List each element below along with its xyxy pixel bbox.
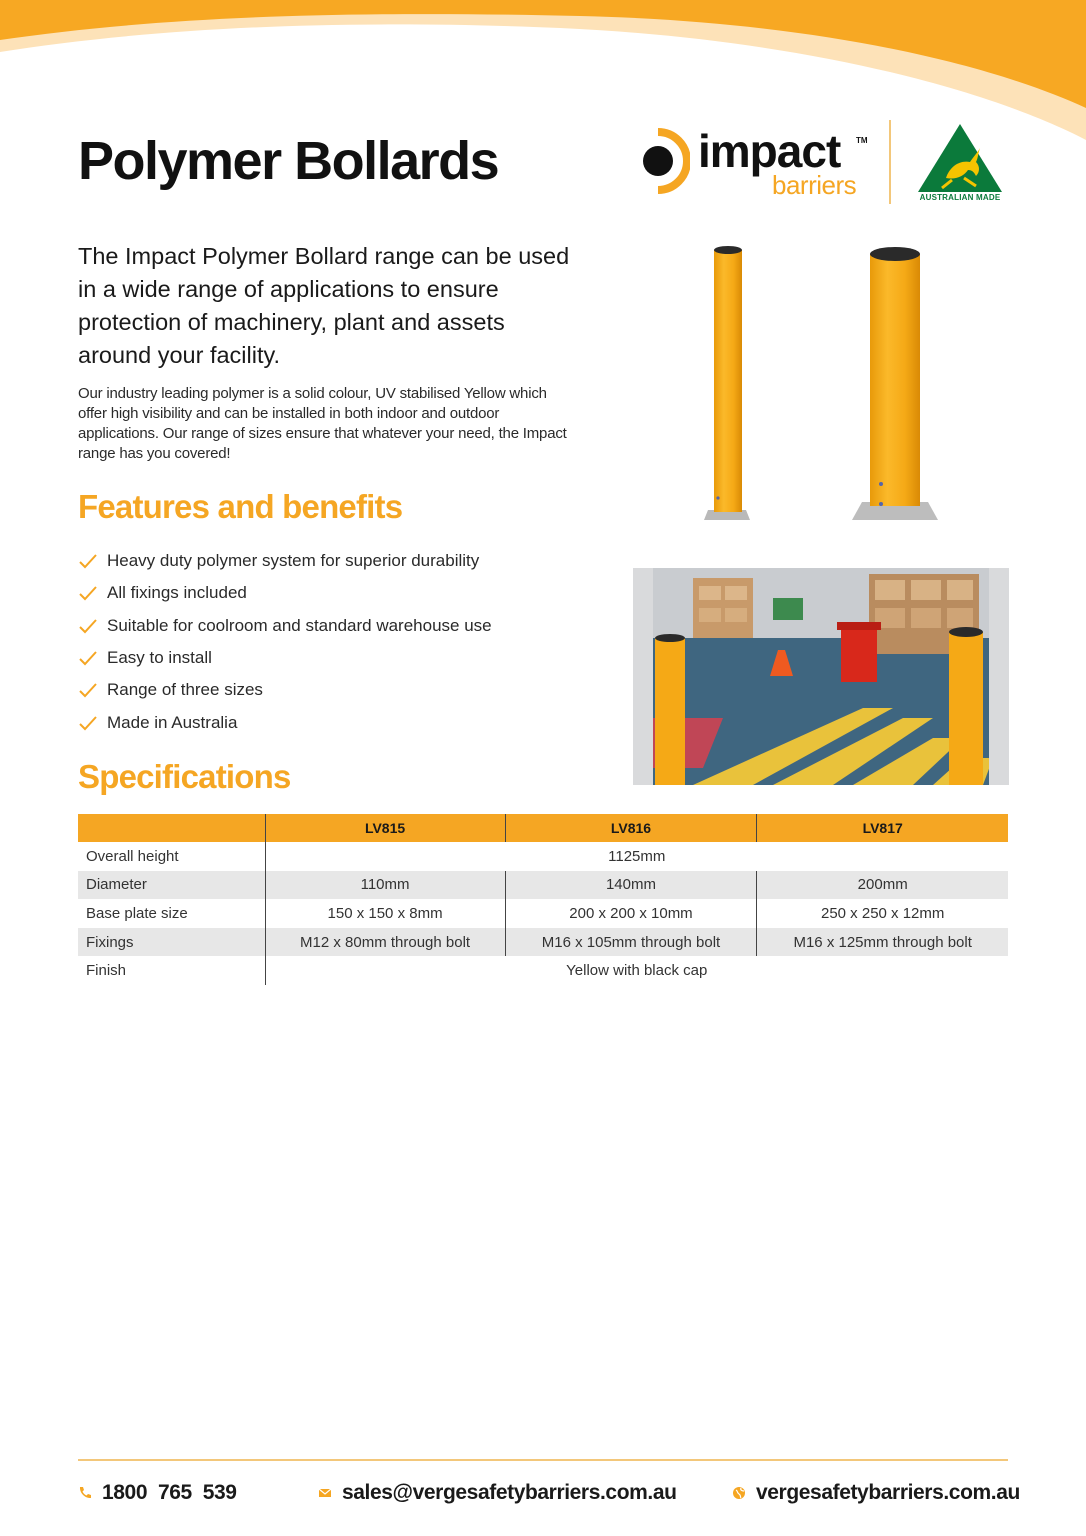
- footer-phone[interactable]: [78, 1478, 237, 1508]
- table-cell: 1125mm: [265, 842, 1008, 871]
- column-header-lv816: LV816: [505, 814, 757, 842]
- feature-label: Suitable for coolroom and standard warehouse use: [107, 615, 492, 635]
- check-icon: [78, 715, 98, 731]
- row-label: Diameter: [78, 871, 265, 900]
- check-icon: [78, 682, 98, 698]
- list-item: [78, 674, 578, 706]
- list-item: [78, 545, 578, 577]
- list-item: [78, 642, 578, 674]
- row-label: Finish: [86, 962, 127, 980]
- feature-label: Easy to install: [107, 648, 212, 668]
- feature-label: Made in Australia: [107, 712, 238, 732]
- australian-made-label: AUSTRALIAN MADE: [919, 193, 1001, 202]
- table-cell: M12 x 80mm through bolt: [265, 928, 505, 957]
- specifications-table: [78, 814, 1008, 985]
- table-header-row: [78, 814, 1008, 842]
- globe-icon: [732, 1486, 746, 1500]
- page-title: Polymer Bollards: [78, 131, 499, 191]
- table-cell: M16 x 125mm through bolt: [757, 928, 1008, 957]
- table-header-blank: [78, 814, 265, 842]
- table-cell: M16 x 105mm through bolt: [505, 928, 757, 957]
- table-row: [78, 871, 1008, 900]
- row-label: Base plate size: [86, 904, 188, 922]
- list-item: [78, 577, 578, 609]
- footer-email[interactable]: [318, 1478, 677, 1508]
- list-item: [78, 610, 578, 642]
- footer-divider: [78, 1459, 1008, 1461]
- table-cell: 110mm: [265, 871, 505, 900]
- envelope-icon: [318, 1486, 332, 1500]
- feature-label: Range of three sizes: [107, 680, 263, 700]
- australian-made-kangaroo-icon: [916, 122, 1004, 204]
- website-url: vergesafetybarriers.com.au: [756, 1481, 1020, 1504]
- footer-website[interactable]: [732, 1478, 1020, 1508]
- check-icon: [78, 618, 98, 634]
- table-cell: 140mm: [505, 871, 757, 900]
- check-icon: [78, 553, 98, 569]
- table-cell: 250 x 250 x 12mm: [757, 899, 1008, 928]
- email-address: sales@vergesafetybarriers.com.au: [342, 1481, 677, 1504]
- footer: [78, 1478, 1020, 1508]
- table-row: [78, 928, 1008, 957]
- warehouse-photo: [633, 568, 1009, 785]
- check-icon: [78, 585, 98, 601]
- feature-label: Heavy duty polymer system for superior durability: [107, 551, 480, 571]
- impact-logo-sub: barriers: [772, 170, 857, 200]
- row-label: Fixings: [78, 928, 265, 957]
- phone-icon: [78, 1486, 92, 1500]
- features-heading: Features and benefits: [78, 488, 403, 525]
- specifications-heading: Specifications: [78, 758, 291, 795]
- row-label: Overall height: [86, 847, 179, 865]
- features-list: [78, 545, 578, 739]
- table-cell: 200mm: [757, 871, 1008, 900]
- table-row: [78, 956, 1008, 985]
- impact-logo-mark-icon: [638, 128, 690, 194]
- impact-logo-word: impact: [698, 125, 841, 177]
- brand-logos: [638, 118, 1008, 210]
- list-item: [78, 706, 578, 738]
- table-row: [78, 899, 1008, 928]
- table-cell: Yellow with black cap: [265, 956, 1008, 985]
- bollards-product-image: [690, 236, 960, 536]
- feature-label: All fixings included: [107, 583, 247, 603]
- table-cell: 150 x 150 x 8mm: [265, 899, 505, 928]
- impact-logo-tm: TM: [856, 136, 868, 145]
- body-text: Our industry leading polymer is a solid colour, UV stabilised Yellow which offer high visibility and can be installed in both indoor and outdoor applications. Our range of sizes ensure that whatever your need, the Impact range has you covered!: [78, 385, 567, 462]
- column-header-lv815: LV815: [265, 814, 505, 842]
- column-header-lv817: LV817: [757, 814, 1008, 842]
- check-icon: [78, 650, 98, 666]
- table-row: [78, 842, 1008, 871]
- intro-text: The Impact Polymer Bollard range can be used in a wide range of applications to ensure protection of machinery, plant and assets around your facility.: [78, 243, 570, 368]
- phone-number: 1800 765 539: [102, 1481, 237, 1504]
- logo-divider: [889, 120, 891, 204]
- table-cell: 200 x 200 x 10mm: [505, 899, 757, 928]
